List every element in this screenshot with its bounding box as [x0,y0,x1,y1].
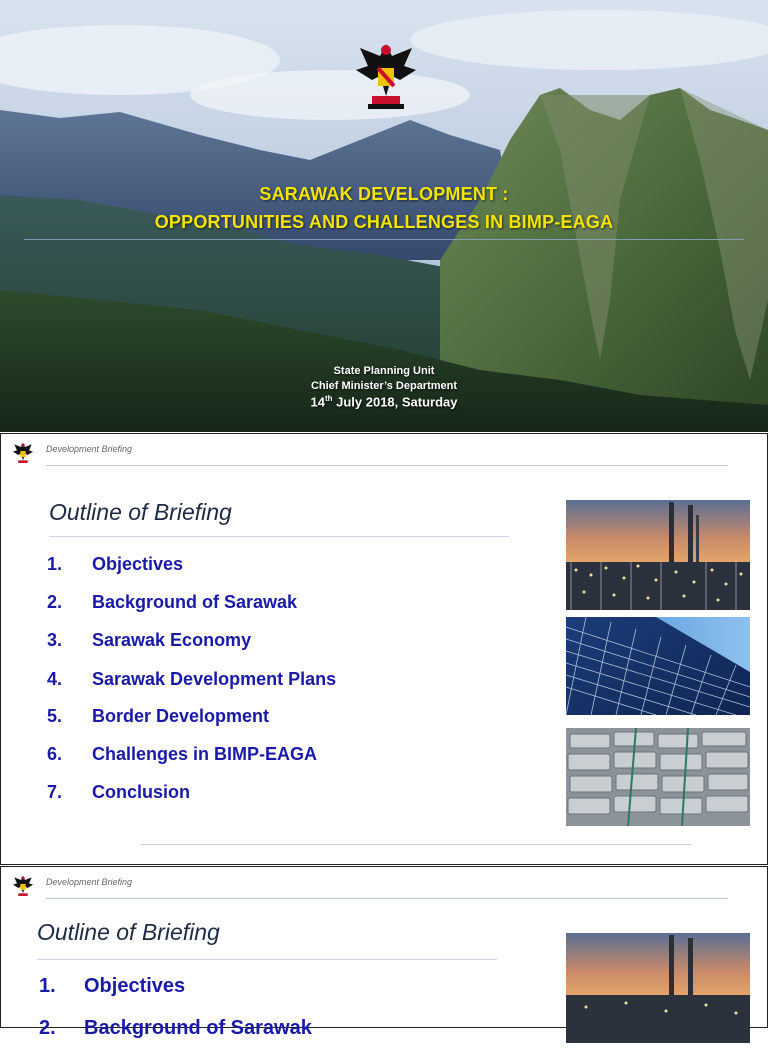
refinery-photo [566,933,750,1043]
footer-divider [141,844,691,845]
outline-item-number: 2. [39,1017,56,1039]
title-slide [0,0,768,432]
outline-item-number: 5. [47,706,63,726]
outline-item-number: 1. [47,554,63,574]
outline-item-label: Border Development [92,706,270,726]
outline-item-label: Conclusion [92,782,190,802]
outline-item-2 [47,592,297,613]
outline-item-7 [47,782,190,803]
outline-item-number: 4. [47,669,63,689]
date-rest: July 2018, Saturday [332,394,458,410]
outline-item-label: Challenges in BIMP-EAGA [92,744,318,764]
outline-item-number: 3. [47,630,63,650]
title-divider [24,239,744,240]
sarawak-crest-icon [350,36,422,112]
department-text: Chief Minister’s Department [310,380,458,392]
outline-item-4 [47,669,336,690]
outline-title: Outline of Briefing [37,919,220,945]
header-label: Development Briefing [46,444,133,454]
outline-item-label: Background of Sarawak [92,592,298,612]
sarawak-crest-icon [11,440,35,466]
header-label: Development Briefing [46,877,133,887]
date-day: 14 [310,394,325,410]
outline-item-2 [39,1017,312,1040]
outline-item-1 [47,554,183,575]
outline-item-label: Background of Sarawak [84,1017,312,1039]
date-text [0,394,768,409]
outline-item-3 [47,630,251,651]
outline-slide [0,433,768,865]
outline-item-6 [47,744,317,765]
title-line-1: SARAWAK DEVELOPMENT : [259,184,509,204]
outline-item-label: Objectives [92,554,184,574]
outline-title: Outline of Briefing [49,499,232,525]
outline-item-number: 7. [47,782,63,802]
title-line-2: OPPORTUNITIES AND CHALLENGES IN BIMP-EAGA [154,212,614,232]
date-suffix: th [324,394,333,403]
outline-item-1 [39,975,185,998]
header-divider [46,465,728,466]
outline-item-label: Sarawak Development Plans [92,669,337,689]
aluminium-ingots-photo [566,728,750,826]
sarawak-crest-icon [11,873,35,899]
outline-item-5 [47,706,269,727]
organization-text: State Planning Unit [333,365,435,377]
outline-slide-partial [0,866,768,1039]
outline-item-number: 1. [39,975,56,997]
outline-title-divider [49,536,509,537]
outline-item-number: 6. [47,744,63,764]
outline-item-number: 2. [47,592,63,612]
solar-panel-photo [566,617,750,715]
outline-item-label: Objectives [84,975,186,997]
outline-title-divider [37,959,497,960]
outline-item-label: Sarawak Economy [92,630,252,650]
header-divider [46,898,728,899]
refinery-photo [566,500,750,610]
